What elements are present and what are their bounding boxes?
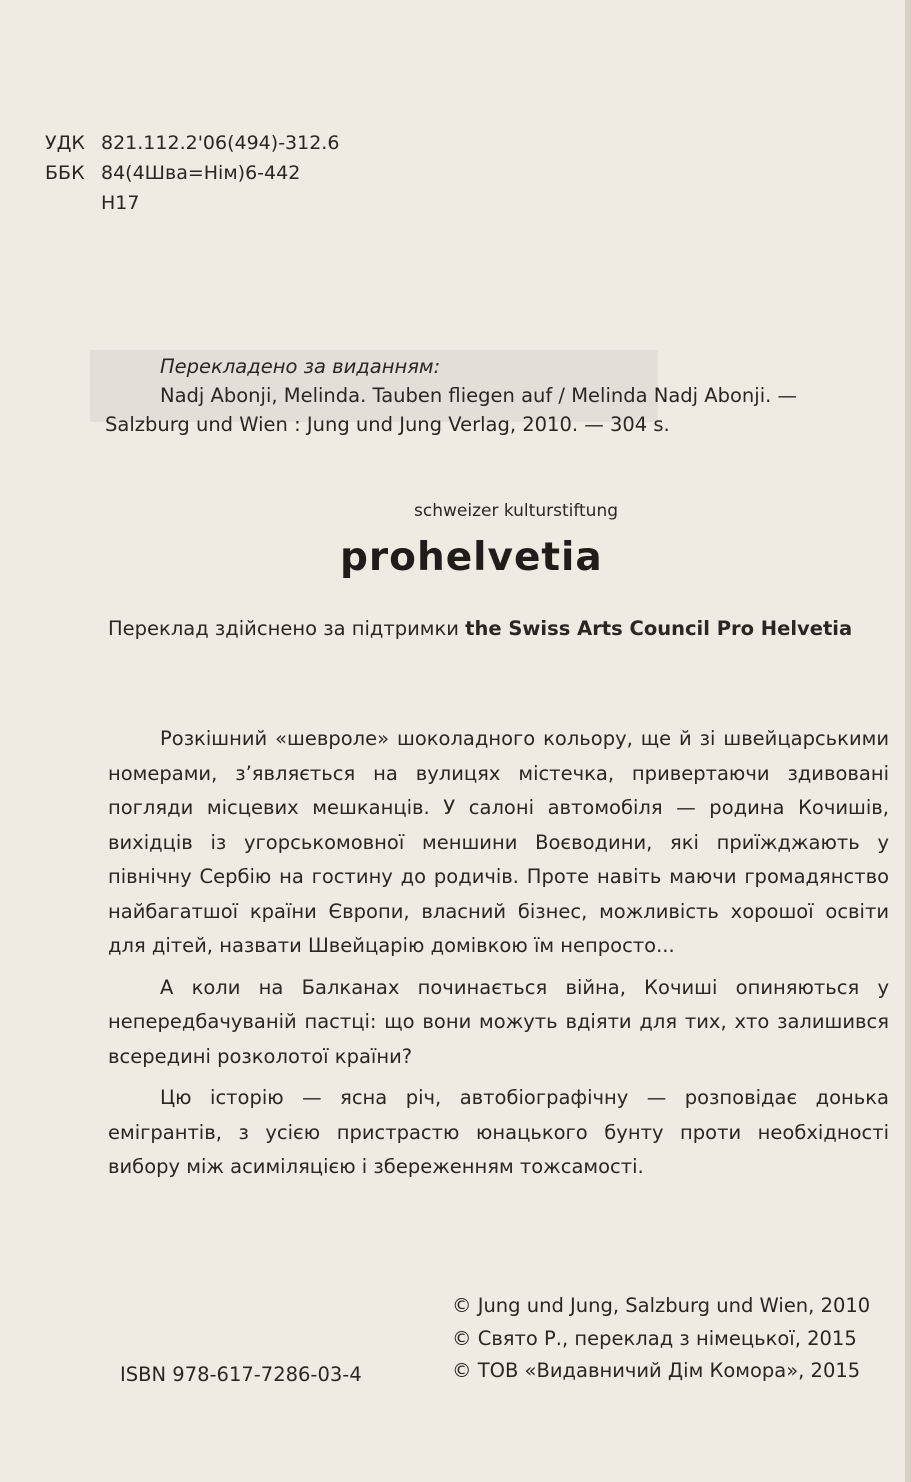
bbk-label: ББК <box>45 162 85 184</box>
support-prefix: Переклад здійснено за підтримки <box>108 617 459 640</box>
annotation-paragraph: Розкішний «шевроле» шоколадного кольору, ще й зі швейцарськими номерами, з’являється на вулицях містечка, привертаючи здивовані погляди місцевих мешканців. У салоні автомобіля — родина Кочишів, вихідців із угорськомовної меншини Воєводини, які приїжджають у північну Сербію на гостину до родичів. Проте навіть маючи громадянство найбагатшої країни Європи, власний бізнес, можливість хорошої освіти для дітей, назвати Швейцарію домівкою їм непросто... <box>108 727 889 957</box>
source-heading: Перекладено за виданням: <box>160 355 441 378</box>
udk-label: УДК <box>45 132 85 154</box>
bbk-value: 84(4Шва=Нім)6-442 <box>101 162 301 184</box>
classification-block <box>45 128 339 218</box>
annotation-paragraph: Цю історію — ясна річ, автобіографічну — розповідає донька емігрантів, з усією пристрастю юнацького бунту проти необхідності вибору між асиміляцією і збереженням тожсамості. <box>108 1086 889 1178</box>
copyright-line: © ТОВ «Видавничий Дім Комора», 2015 <box>452 1359 861 1382</box>
page-edge <box>905 0 911 1482</box>
udk-value: 821.112.2'06(494)-312.6 <box>101 132 340 154</box>
source-edition <box>105 352 895 439</box>
copyright-block <box>452 1290 870 1388</box>
source-line-2: Salzburg und Wien : Jung und Jung Verlag, 2010. — 304 s. <box>105 413 670 436</box>
support-org: the Swiss Arts Council Pro Helvetia <box>465 617 853 640</box>
isbn: ISBN 978-617-7286-03-4 <box>120 1363 362 1386</box>
sponsor-subtitle: schweizer kulturstiftung <box>414 501 619 521</box>
support-line <box>108 617 852 640</box>
copyright-line: © Свято Р., переклад з німецької, 2015 <box>452 1326 857 1350</box>
author-mark: Н17 <box>101 192 140 214</box>
prohelvetia-logo: prohelvetia <box>340 535 603 580</box>
annotation <box>108 722 889 1192</box>
annotation-paragraph: А коли на Балканах починається війна, Кочиші опиняються у непередбачуваній пастці: що вони можуть вдіяти для тих, хто залишився всередині розколотої країни? <box>108 975 889 1068</box>
copyright-line: © Jung und Jung, Salzburg und Wien, 2010 <box>452 1294 871 1317</box>
source-line-1: Nadj Abonji, Melinda. Tauben fliegen auf / Melinda Nadj Abonji. — <box>160 384 798 407</box>
